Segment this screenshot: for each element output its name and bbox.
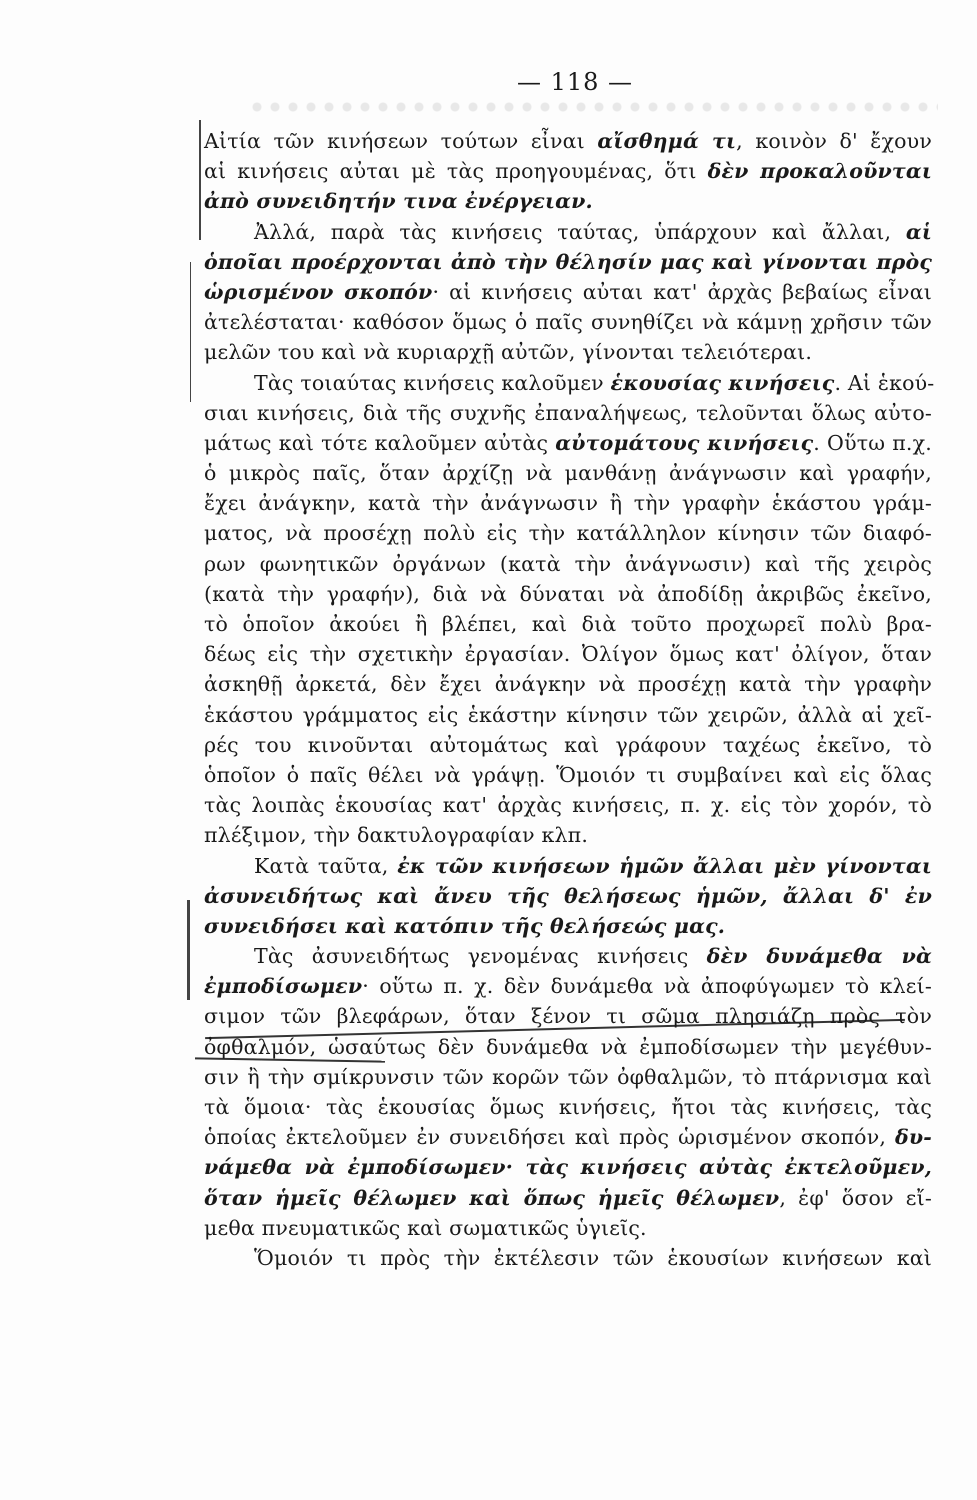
body-text: [204, 126, 935, 1273]
text-line: [204, 851, 932, 881]
text-line: [204, 1213, 932, 1243]
text-segment: σιμον τῶν βλεφάρων, ὅταν ξένον τι σῶμα πλησιάζῃ πρὸς τὸν: [204, 1004, 932, 1029]
text-segment: μεθα πνευματικῶς καὶ σωματικῶς ὑγιεῖς.: [204, 1215, 647, 1240]
text-line: [204, 700, 932, 730]
text-segment: (κατὰ τὴν γραφήν), διὰ νὰ δύναται νὰ ἀποδίδῃ ἀκριβῶς ἐκεῖνο,: [204, 581, 932, 606]
emphasized-text: αἴσθημά τι: [597, 129, 737, 153]
emphasized-text: ἀπὸ συνειδητήν τινα ἐνέργειαν.: [204, 189, 593, 214]
text-line: [204, 156, 932, 186]
text-segment: τὰ ὅμοια· τὰς ἑκουσίας ὅμως κινήσεις, ἤτοι τὰς κινήσεις, τὰς: [204, 1095, 932, 1119]
text-line: [204, 307, 932, 337]
text-line: [204, 1243, 932, 1273]
text-line: [204, 549, 932, 579]
text-line: [204, 186, 932, 216]
emphasized-text: αὐτομάτους κινήσεις: [555, 430, 814, 455]
text-line: [204, 368, 935, 398]
text-line: [204, 488, 932, 518]
text-segment: · οὕτω π. χ. δὲν δυνάμεθα νὰ ἀποφύγωμεν τὸ κλεί-: [362, 974, 932, 999]
text-segment: ὀφθαλμόν, ὡσαύτως δὲν δυνάμεθα νὰ ἐμποδίσωμεν τὴν μεγέθυν-: [204, 1034, 932, 1059]
text-segment: πλέξιμον, τὴν δακτυλογραφίαν κλπ.: [204, 823, 589, 848]
text-segment: , κοινὸν δ' ἔχουν: [736, 129, 932, 153]
text-segment: αἱ κινήσεις αὐται μὲ τὰς προηγουμένας, ὅτι: [204, 159, 708, 184]
page-number: — 118 —: [516, 68, 634, 96]
text-line: [204, 1183, 932, 1213]
text-segment: Κατὰ ταῦτα,: [254, 853, 398, 878]
text-segment: ἑκάστου γράμματος εἰς ἑκάστην κίνησιν τῶν χειρῶν, ἀλλὰ αἱ χεῖ-: [204, 702, 932, 727]
text-line: [204, 1062, 932, 1092]
text-line: [204, 760, 932, 790]
emphasized-text: ἑκουσίας κινήσεις: [610, 370, 835, 395]
text-line: [204, 1122, 932, 1152]
text-line: [204, 820, 932, 850]
text-segment: · αἱ κινήσεις αὐται κατ' ἀρχὰς βεβαίως εἶναι: [432, 279, 933, 304]
text-line: [204, 1001, 932, 1031]
emphasized-text: ὡρισμένον σκοπόν: [204, 279, 433, 304]
text-segment: Ὅμοιόν τι πρὸς τὴν ἐκτέλεσιν τῶν ἑκουσίων κινήσεων καὶ: [254, 1245, 932, 1270]
margin-pencil-mark: [199, 120, 201, 240]
faint-ornament-border: [248, 98, 938, 116]
text-segment: ἀσκηθῇ ἀρκετά, δὲν ἔχει ἀνάγκην νὰ προσέχῃ κατὰ τὴν γραφὴν: [204, 672, 932, 697]
emphasized-text: δὲν δυνάμεθα νὰ: [706, 944, 932, 969]
emphasized-text: δυ-: [894, 1125, 932, 1150]
text-segment: σιν ἢ τὴν σμίκρυνσιν τῶν κορῶν τῶν ὀφθαλμῶν, τὸ πτάρνισμα καὶ: [204, 1064, 932, 1089]
text-segment: ρων φωνητικῶν ὀργάνων (κατὰ τὴν ἀνάγνωσιν) καὶ τῆς χειρὸς: [204, 551, 932, 576]
text-line: [204, 1092, 932, 1122]
text-line: [204, 428, 932, 458]
emphasized-text: ὁποῖαι προέρχονται ἀπὸ τὴν θέλησίν μας καὶ γίνονται πρὸς: [204, 249, 932, 274]
text-line: [204, 609, 932, 639]
text-line: [204, 1152, 932, 1182]
text-segment: μελῶν του καὶ νὰ κυριαρχῇ αὐτῶν, γίνονται τελειότεραι.: [204, 340, 813, 365]
text-segment: δέως εἰς τὴν σχετικὴν ἐργασίαν. Ὀλίγον ὅμως κατ' ὀλίγον, ὅταν: [204, 642, 932, 667]
text-line: [204, 458, 932, 488]
emphasized-text: ἀσυνειδήτως καὶ ἄνευ τῆς θελήσεως ἡμῶν, ἄλλαι δ' ἐν: [204, 883, 932, 908]
text-segment: ἔχει ἀνάγκην, κατὰ τὴν ἀνάγνωσιν ἢ τὴν γραφὴν ἑκάστου γράμ-: [204, 491, 932, 516]
text-line: [204, 639, 932, 669]
text-line: [204, 881, 932, 911]
text-segment: τὸ ὁποῖον ἀκούει ἢ βλέπει, καὶ διὰ τοῦτο προχωρεῖ πολὺ βρα-: [204, 612, 932, 636]
text-segment: Τὰς ἀσυνειδήτως γενομένας κινήσεις: [254, 944, 707, 969]
text-segment: Τὰς τοιαύτας κινήσεις καλοῦμεν: [254, 370, 611, 395]
text-line: [204, 277, 932, 307]
text-segment: ὁποίας ἐκτελοῦμεν ἐν συνειδήσει καὶ πρὸς ὡρισμένον σκοπόν,: [204, 1125, 895, 1150]
text-line: [204, 911, 932, 941]
text-line: [204, 579, 932, 609]
text-segment: ὁποῖον ὁ παῖς θέλει νὰ γράψῃ. Ὅμοιόν τι συμβαίνει καὶ εἰς ὅλας: [204, 762, 932, 787]
text-segment: , ἐφ' ὅσον εἴ-: [779, 1185, 932, 1210]
emphasized-text: ἐκ τῶν κινήσεων ἡμῶν ἄλλαι μὲν γίνονται: [397, 853, 933, 878]
text-segment: . Αἱ ἑκού-: [834, 370, 935, 395]
text-segment: ὁ μικρὸς παῖς, ὅταν ἀρχίζῃ νὰ μανθάνῃ ἀνάγνωσιν καὶ γραφήν,: [204, 461, 932, 486]
emphasized-text: δὲν προκαλοῦνται: [707, 159, 933, 184]
text-line: [204, 337, 932, 367]
text-segment: ἀτελέσταται· καθόσον ὅμως ὁ παῖς συνηθίζει νὰ κάμνῃ χρῆσιν τῶν: [204, 310, 932, 335]
emphasized-text: ἐμποδίσωμεν: [204, 974, 363, 999]
text-line: [204, 217, 932, 247]
text-line: [204, 941, 932, 971]
text-segment: ρές του κινοῦνται αὐτομάτως καὶ γράφουν ταχέως ἐκεῖνο, τὸ: [204, 732, 932, 757]
emphasized-text: νάμεθα νὰ ἐμποδίσωμεν· τὰς κινήσεις αὐτὰς ἐκτελοῦμεν,: [204, 1155, 932, 1180]
text-line: [204, 126, 932, 156]
text-line: [204, 730, 932, 760]
emphasized-text: συνειδήσει καὶ κατόπιν τῆς θελήσεώς μας.: [204, 913, 726, 938]
margin-pencil-mark: [190, 262, 191, 402]
text-line: [204, 247, 932, 277]
text-segment: Αἰτία τῶν κινήσεων τούτων εἶναι: [204, 129, 598, 153]
text-segment: μάτως καὶ τότε καλοῦμεν αὐτὰς: [204, 430, 556, 455]
text-line: [204, 1032, 932, 1062]
text-segment: σιαι κινήσεις, διὰ τῆς συχνῆς ἐπαναλήψεως, τελοῦνται ὅλως αὐτο-: [204, 400, 932, 425]
emphasized-text: αἱ: [905, 219, 932, 244]
text-line: [204, 790, 932, 820]
text-segment: . Οὕτω π.χ.: [813, 430, 932, 455]
margin-pencil-mark: [187, 900, 190, 1000]
emphasized-text: ὅταν ἡμεῖς θέλωμεν καὶ ὅπως ἡμεῖς θέλωμεν: [204, 1185, 780, 1210]
text-line: [204, 669, 932, 699]
text-segment: ματος, νὰ προσέχῃ πολὺ εἰς τὴν κατάλληλον κίνησιν τῶν διαφό-: [204, 521, 932, 546]
text-segment: τὰς λοιπὰς ἑκουσίας κατ' ἀρχὰς κινήσεις, π. χ. εἰς τὸν χορόν, τὸ: [204, 793, 932, 818]
text-line: [204, 518, 932, 548]
text-line: [204, 398, 932, 428]
text-segment: Ἀλλά, παρὰ τὰς κινήσεις ταύτας, ὑπάρχουν καὶ ἄλλαι,: [254, 219, 906, 244]
text-line: [204, 971, 932, 1001]
